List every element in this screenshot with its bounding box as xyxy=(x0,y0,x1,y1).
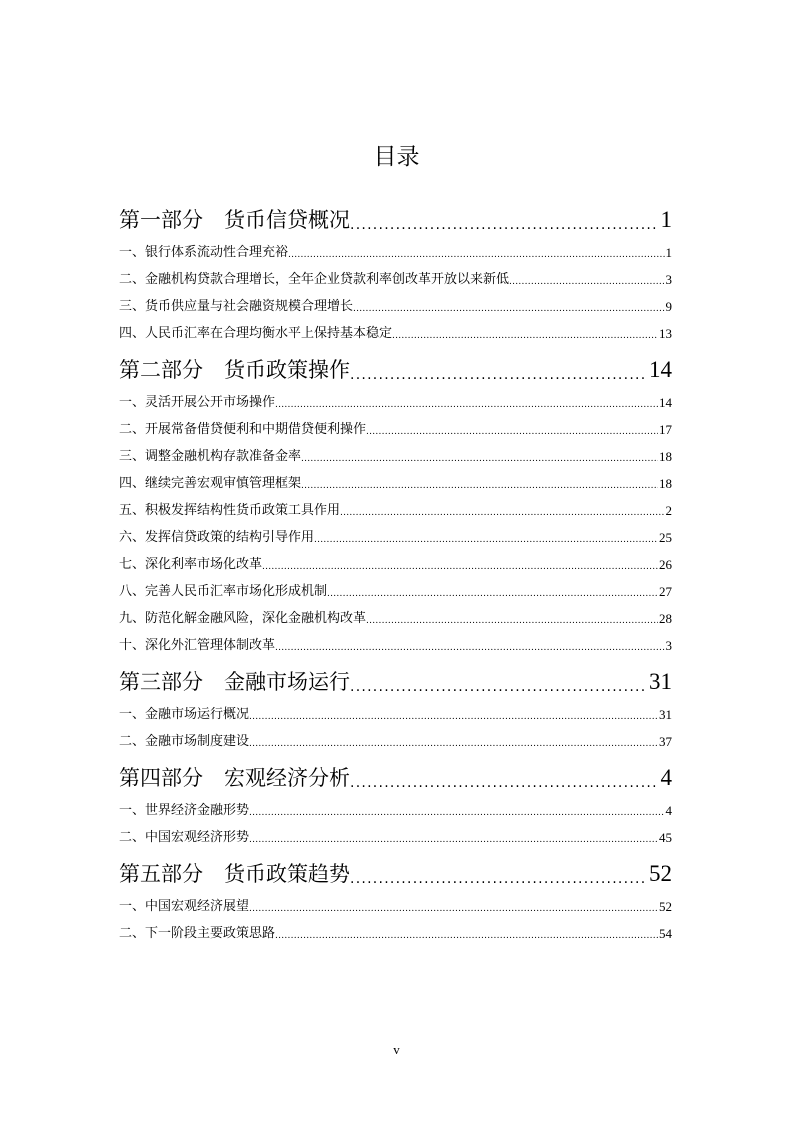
toc-entry-page: 27 xyxy=(659,584,672,599)
dot-leader xyxy=(350,867,647,891)
dot-leader xyxy=(366,423,658,441)
dot-leader xyxy=(275,396,658,414)
toc-entry-label: 第三部分 金融市场运行 xyxy=(119,670,350,694)
toc-entry-label: 一、灵活开展公开市场操作 xyxy=(119,395,276,410)
toc-entry-page: 25 xyxy=(659,530,672,545)
dot-leader xyxy=(509,273,664,291)
toc-section-2-6[interactable] xyxy=(119,522,672,549)
toc-section-3-1[interactable] xyxy=(119,699,672,726)
toc-entry-page: 4 xyxy=(660,765,672,790)
dot-leader xyxy=(249,804,664,822)
toc-section-2-2[interactable] xyxy=(119,414,672,441)
toc-entry-page: 14 xyxy=(659,395,672,410)
toc-entry-page: 31 xyxy=(659,707,672,722)
toc-entry-label: 第二部分 货币政策操作 xyxy=(119,358,350,382)
dot-leader xyxy=(275,639,664,657)
dot-leader xyxy=(350,675,647,699)
toc-section-1-1[interactable] xyxy=(119,237,672,264)
toc-entry-page: 18 xyxy=(659,449,672,464)
dot-leader xyxy=(327,585,658,603)
toc-entry-page: 3 xyxy=(665,272,672,287)
toc-entry-label: 七、深化利率市场化改革 xyxy=(119,557,263,572)
dot-leader xyxy=(288,246,664,264)
toc-entry-label: 十、深化外汇管理体制改革 xyxy=(119,638,276,653)
toc-section-2-5[interactable] xyxy=(119,495,672,522)
dot-leader xyxy=(262,558,658,576)
toc-entry-label: 四、继续完善宏观审慎管理框架 xyxy=(119,476,302,491)
toc-entry-label: 第五部分 货币政策趋势 xyxy=(119,862,350,886)
toc-section-1-2[interactable] xyxy=(119,264,672,291)
dot-leader xyxy=(350,213,659,237)
page-number: v xyxy=(393,1042,400,1057)
toc-entry-label: 九、防范化解金融风险，深化金融机构改革 xyxy=(119,611,367,626)
toc-entry-page: 1 xyxy=(660,207,672,232)
toc-entry-label: 二、下一阶段主要政策思路 xyxy=(119,926,276,941)
dot-leader xyxy=(350,771,659,795)
toc-entry-page: 52 xyxy=(659,899,672,914)
toc-part-3[interactable] xyxy=(119,661,672,699)
toc-entry-label: 二、金融机构贷款合理增长，全年企业贷款利率创改革开放以来新低 xyxy=(119,272,510,287)
dot-leader xyxy=(275,927,658,945)
toc-section-2-1[interactable] xyxy=(119,387,672,414)
toc-section-2-10[interactable] xyxy=(119,630,672,657)
toc-part-4[interactable] xyxy=(119,757,672,795)
toc-entry-page: 37 xyxy=(659,734,672,749)
dot-leader xyxy=(249,708,658,726)
dot-leader xyxy=(249,735,658,753)
toc-entry-page: 52 xyxy=(649,861,672,886)
toc-entry-page: 31 xyxy=(649,669,672,694)
dot-leader xyxy=(350,363,647,387)
dot-leader xyxy=(301,477,658,495)
toc-entry-page: 9 xyxy=(665,299,672,314)
toc-part-2[interactable] xyxy=(119,349,672,387)
toc-entry-page: 45 xyxy=(659,830,672,845)
toc-entry-label: 一、世界经济金融形势 xyxy=(119,803,250,818)
toc-part-1[interactable] xyxy=(119,199,672,237)
dot-leader xyxy=(366,612,658,630)
toc-section-5-1[interactable] xyxy=(119,891,672,918)
toc-entry-page: 4 xyxy=(665,803,672,818)
toc-entry-page: 54 xyxy=(659,926,672,941)
toc-entry-label: 三、货币供应量与社会融资规模合理增长 xyxy=(119,299,354,314)
dot-leader xyxy=(392,327,658,345)
toc-entry-label: 二、中国宏观经济形势 xyxy=(119,830,250,845)
toc-entry-label: 第一部分 货币信贷概况 xyxy=(119,208,350,232)
toc-section-3-2[interactable] xyxy=(119,726,672,753)
toc-section-2-4[interactable] xyxy=(119,468,672,495)
toc-entry-label: 二、开展常备借贷便利和中期借贷便利操作 xyxy=(119,422,367,437)
toc-entry-page: 14 xyxy=(649,357,672,382)
toc-entry-label: 一、中国宏观经济展望 xyxy=(119,899,250,914)
dot-leader xyxy=(314,531,658,549)
toc-entry-page: 18 xyxy=(659,476,672,491)
dot-leader xyxy=(353,300,664,318)
toc-part-5[interactable] xyxy=(119,853,672,891)
toc-section-4-1[interactable] xyxy=(119,795,672,822)
toc-entry-label: 一、金融市场运行概况 xyxy=(119,707,250,722)
dot-leader xyxy=(249,900,658,918)
dot-leader xyxy=(301,450,658,468)
toc-entry-page: 1 xyxy=(665,245,672,260)
toc-section-4-2[interactable] xyxy=(119,822,672,849)
toc-entry-label: 一、银行体系流动性合理充裕 xyxy=(119,245,289,260)
toc-entry-label: 第四部分 宏观经济分析 xyxy=(119,766,350,790)
toc-entry-label: 二、金融市场制度建设 xyxy=(119,734,250,749)
toc-section-2-9[interactable] xyxy=(119,603,672,630)
toc-section-1-4[interactable] xyxy=(119,318,672,345)
toc-entry-page: 3 xyxy=(665,638,672,653)
toc-section-1-3[interactable] xyxy=(119,291,672,318)
toc-entry-label: 八、完善人民币汇率市场化形成机制 xyxy=(119,584,328,599)
toc-entry-page: 17 xyxy=(659,422,672,437)
toc-title: 目录 xyxy=(373,144,420,170)
toc-section-2-8[interactable] xyxy=(119,576,672,603)
toc-entry-label: 四、人民币汇率在合理均衡水平上保持基本稳定 xyxy=(119,326,393,341)
toc-entry-label: 三、调整金融机构存款准备金率 xyxy=(119,449,302,464)
toc-entry-page: 2 xyxy=(665,503,672,518)
toc-list xyxy=(119,195,672,945)
dot-leader xyxy=(249,831,658,849)
toc-entry-page: 28 xyxy=(659,611,672,626)
toc-section-2-3[interactable] xyxy=(119,441,672,468)
toc-entry-page: 26 xyxy=(659,557,672,572)
dot-leader xyxy=(340,504,664,522)
toc-entry-label: 五、积极发挥结构性货币政策工具作用 xyxy=(119,503,341,518)
toc-section-2-7[interactable] xyxy=(119,549,672,576)
toc-entry-page: 13 xyxy=(659,326,672,341)
toc-entry-label: 六、发挥信贷政策的结构引导作用 xyxy=(119,530,315,545)
toc-section-5-2[interactable] xyxy=(119,918,672,945)
